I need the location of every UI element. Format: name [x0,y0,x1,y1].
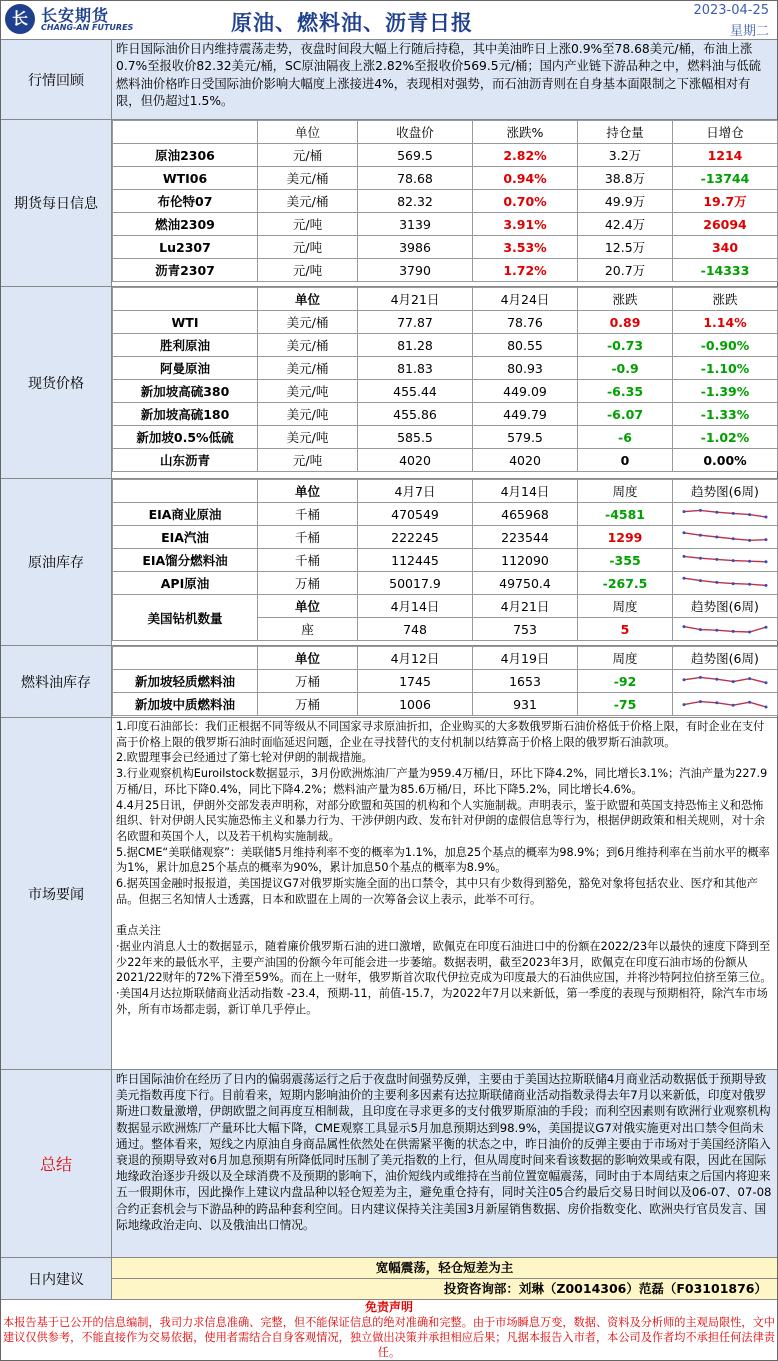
rig-header-row [113,595,778,618]
crude-header-cell [113,480,258,503]
value-week2: 112090 [473,549,578,572]
spot-header-cell [113,288,258,311]
daily-increase: -14333 [673,259,778,282]
daily-increase: 19.7万 [673,190,778,213]
unit: 万桶 [258,693,358,716]
price-day2: 579.5 [473,426,578,449]
price-day2: 4020 [473,449,578,472]
spot-name: 新加坡0.5%低硫 [113,426,258,449]
value-week1: 1745 [358,670,473,693]
crude-inventory-table [112,479,778,641]
trend-point [699,534,702,537]
trend-point [715,536,718,539]
price-day1: 4020 [358,449,473,472]
fuel-inventory-table [112,646,778,716]
unit: 万桶 [258,670,358,693]
trend-point [732,559,735,562]
inventory-name: EIA商业原油 [113,503,258,526]
spot-name: WTI [113,311,258,334]
unit: 美元/桶 [258,334,358,357]
unit: 美元/桶 [258,167,358,190]
report-weekday: 星期二 [729,24,769,39]
fuel-header-cell: 趋势图(6周) [673,647,778,670]
close-price: 78.68 [358,167,473,190]
inventory-name: 新加坡轻质燃料油 [113,670,258,693]
open-interest: 20.7万 [578,259,673,282]
rig-header-cell: 周度 [578,595,673,618]
trend-sparkline [680,552,770,568]
price-day2: 80.93 [473,357,578,380]
futures-label: 期货每日信息 [1,120,112,286]
fuel-header-cell: 周度 [578,647,673,670]
spot-header-cell: 4月21日 [358,288,473,311]
value-week1: 470549 [358,503,473,526]
value-week2: 49750.4 [473,572,578,595]
fuel-inventory-section [1,646,777,718]
futures-section [1,120,777,287]
futures-header-cell: 收盘价 [358,121,473,144]
value-week1: 50017.9 [358,572,473,595]
trend-point [765,560,768,563]
trend-point [748,701,751,704]
trend-point [765,706,768,709]
change-pct: 0.70% [473,190,578,213]
trend-point [683,678,686,681]
spot-row [113,334,778,357]
trend-point [699,676,702,679]
spot-name: 阿曼原油 [113,357,258,380]
unit: 美元/桶 [258,190,358,213]
close-price: 569.5 [358,144,473,167]
fuel-header-cell: 4月12日 [358,647,473,670]
crude-inventory-row [113,503,778,526]
open-interest: 3.2万 [578,144,673,167]
trend-line [684,533,766,541]
market-review-label: 行情回顾 [1,40,112,119]
change-pct: -1.33% [673,403,778,426]
unit: 元/吨 [258,236,358,259]
trend-line [684,556,766,561]
crude-header-cell: 4月14日 [473,480,578,503]
report-date: 2023-04-25 [693,3,769,18]
spot-row [113,311,778,334]
trend-point [765,516,768,519]
company-name-cn: 长安期货 [41,6,110,25]
change: -6 [578,426,673,449]
trend-point [765,681,768,684]
news-item: 5.据CME“美联储观察”：美联储5月维持利率不变的概率为1.1%，加息25个基点的概率为98.9%；到6月维持利率在当前水平的概率为1%，累计加息25个基点的概率为90%，累计加息50个基点的概率为8.9%。 [116,845,770,875]
rig-header-cell: 趋势图(6周) [673,595,778,618]
weekly-change: 5 [578,618,673,641]
trend-cell [673,572,778,595]
company-name-en: CHANG-AN FUTURES [41,23,134,32]
trend-point [699,628,702,631]
inventory-name: API原油 [113,572,258,595]
trend-line [684,578,766,585]
spot-header-cell: 4月24日 [473,288,578,311]
weekly-change: 1299 [578,526,673,549]
futures-header-cell: 单位 [258,121,358,144]
crude-header-row [113,480,778,503]
market-news-section [1,718,777,1070]
fuel-header-cell: 单位 [258,647,358,670]
value-week2: 931 [473,693,578,716]
spot-row [113,380,778,403]
crude-header-cell: 周度 [578,480,673,503]
news-item: ·据业内消息人士的数据显示，随着廉价俄罗斯石油的进口激增，欧佩克在印度石油进口中的份额在2022/23年以最快的速度下降到至少22年来的最低水平，主要产油国的份额今年可能会进一步萎缩。数据表明，截至2023年3月，欧佩克在印度石油市场的份额从2021/22财年的72%下滑至59%。而在上一财年，俄罗斯首次取代伊拉克成为印度最大的石油供应国，并将沙特阿拉伯挤至第三位。 [116,939,772,985]
futures-header-row [113,121,778,144]
trend-point [683,577,686,580]
value-week2: 223544 [473,526,578,549]
trend-point [699,700,702,703]
trend-point [732,537,735,540]
fuel-header-cell: 4月19日 [473,647,578,670]
value-week2: 1653 [473,670,578,693]
price-day2: 80.55 [473,334,578,357]
summary-text: 昨日国际油价在经历了日内的偏弱震荡运行之后于夜盘时间强势反弹，主要由于美国达拉斯联储4月商业活动数据低于预期导致美元指数再度下行。目前看来，短期内影响油价的主要利多因素有达拉斯联储商业活动指数录得去年7月以来新低，印度对俄罗斯进口数量激增，伊朗欧盟之间再度互相制裁，且印度在寻求更多的支付俄罗斯原油的手段；而利空因素则有欧洲行业观察机构数据显示欧洲炼厂产量环比大幅下降，CME观察工具显示5月加息预期达到98.9%，美国提议G7对俄实施更对出口禁令但尚未通过。整体看来，短线之内原油自身商品属性依然处在供需紧平衡的状态之中，昨日油价的反弹主要由于市场对于美国经济陷入衰退的预期导致对6月加息预期有所降低同时压制了美元指数的上行，但从周度时间来看该数据的影响效果或有限，因此在国际地缘政治逐步升级以及全球消费不及预期的影响下，油价短线内或维持在当前位置宽幅震荡，同时由于本周结束之后国内将迎来五一假期休市，因此操作上建议内盘品种以轻仓短差为主，避免重仓持有，同时关注05合约最后交易日时间以及06-07、07-08合约正套机会与下游品种的跨品种套利空间。日内建议保持关注美国3月新屋销售数据、房价指数变化、欧洲央行官员发言、国际地缘政治走向、以及俄油出口情况。 [112,1070,777,1234]
trend-line [684,702,766,707]
trend-point [748,560,751,563]
change-pct: -1.39% [673,380,778,403]
spot-header-cell: 单位 [258,288,358,311]
futures-row [113,236,778,259]
futures-header-cell: 持仓量 [578,121,673,144]
market-news-list [112,718,777,1018]
futures-table [112,120,778,282]
price-day2: 78.76 [473,311,578,334]
weekly-change: -355 [578,549,673,572]
trend-point [699,509,702,512]
crude-inventory-section [1,479,777,646]
contract-name: 燃油2309 [113,213,258,236]
trend-line [684,627,766,632]
trend-sparkline [680,575,770,591]
price-day1: 81.83 [358,357,473,380]
unit: 元/吨 [258,213,358,236]
change: -0.9 [578,357,673,380]
advice-label: 日内建议 [1,1258,112,1299]
unit: 元/桶 [258,144,358,167]
crude-header-cell: 单位 [258,480,358,503]
weekly-change: -75 [578,693,673,716]
change-pct: 1.72% [473,259,578,282]
spot-row [113,357,778,380]
open-interest: 42.4万 [578,213,673,236]
price-day1: 77.87 [358,311,473,334]
trend-point [683,531,686,534]
spot-header-row [113,288,778,311]
spot-name: 胜利原油 [113,334,258,357]
weekly-change: -4581 [578,503,673,526]
unit: 美元/桶 [258,311,358,334]
price-day1: 585.5 [358,426,473,449]
crude-inventory-row [113,549,778,572]
crude-inventory-row [113,526,778,549]
futures-header-cell: 日增仓 [673,121,778,144]
change: 0.89 [578,311,673,334]
trend-sparkline [680,621,770,637]
news-item: 重点关注 [116,924,161,938]
spot-table [112,287,778,472]
price-day2: 449.79 [473,403,578,426]
trend-point [732,512,735,515]
crude-inventory-label: 原油库存 [1,479,112,645]
trend-point [732,630,735,633]
value-week1: 112445 [358,549,473,572]
value-week2: 753 [473,618,578,641]
price-day1: 81.28 [358,334,473,357]
close-price: 3790 [358,259,473,282]
change-pct: 3.91% [473,213,578,236]
contract-name: WTI06 [113,167,258,190]
weekly-change: -92 [578,670,673,693]
trend-cell [673,549,778,572]
disclaimer-title: 免责声明 [364,1300,413,1314]
trend-point [748,677,751,680]
change-pct: -0.90% [673,334,778,357]
trend-point [699,579,702,582]
trend-point [748,583,751,586]
futures-row [113,190,778,213]
news-item [116,907,773,923]
change-pct: 0.00% [673,449,778,472]
rig-header-cell: 4月14日 [358,595,473,618]
trend-sparkline [680,673,770,689]
market-review-section [1,40,777,120]
trend-point [683,510,686,513]
advice-text: 宽幅震荡，轻仓短差为主 [112,1258,777,1279]
close-price: 82.32 [358,190,473,213]
trend-point [683,555,686,558]
unit: 美元/吨 [258,380,358,403]
spot-name: 新加坡高硫180 [113,403,258,426]
news-item: 3.行业观察机构Euroilstock数据显示，3月份欧洲炼油厂产量为959.4万桶/日，环比下降4.2%，同比增长3.1%；汽油产量为227.9万桶/日，环比下降0.4%，同比下降4.2%；燃料油产量为85.6万桶/日，环比下降5.2%，同比增长4.6%。 [116,767,768,796]
open-interest: 49.9万 [578,190,673,213]
contract-name: 原油2306 [113,144,258,167]
trend-cell [673,618,778,641]
trend-point [748,513,751,516]
market-news-label: 市场要闻 [1,718,112,1069]
trend-sparkline [680,529,770,545]
open-interest: 38.8万 [578,167,673,190]
unit: 千桶 [258,526,358,549]
daily-increase: 340 [673,236,778,259]
unit: 万桶 [258,572,358,595]
trend-cell [673,693,778,716]
crude-inventory-row [113,572,778,595]
futures-row [113,259,778,282]
trend-point [732,704,735,707]
news-item: 4.4月25日讯，伊朗外交部发表声明称，对部分欧盟和英国的机构和个人实施制裁。声明表示，鉴于欧盟和英国支持恐怖主义和恐怖组织、针对伊朗人民实施恐怖主义和暴力行为、干涉伊朗内政、发布针对伊朗的虚假信息等行为，根据伊朗政策和相关规则，对十余名欧盟和英国个人，以及若干机构实施制裁。 [116,798,765,843]
trend-point [715,581,718,584]
trend-point [748,631,751,634]
unit: 千桶 [258,549,358,572]
change: -6.35 [578,380,673,403]
value-week1: 222245 [358,526,473,549]
value-week1: 748 [358,618,473,641]
rig-count-name: 美国钻机数量 [113,595,258,641]
spot-row [113,403,778,426]
trend-point [683,625,686,628]
unit: 千桶 [258,503,358,526]
market-review-text: 昨日国际油价日内维持震荡走势，夜盘时间段大幅上行随后持稳，其中美油昨日上涨0.9%至78.68美元/桶，布油上涨0.7%至报收价82.32美元/桶，SC原油隔夜上涨2.82%至报收价569.5元/桶；国内产业链下游品种之中，燃料油与低硫燃料油价格昨日受国际油价影响大幅度上涨接进4%，表现相对强势，而石油沥青则在自身基本面限制之下涨幅相对有限，但仍超过1.5%。 [112,40,777,111]
spot-header-cell: 涨跌 [578,288,673,311]
change: 0 [578,449,673,472]
daily-increase: 1214 [673,144,778,167]
fuel-header-row [113,647,778,670]
change-pct: 3.53% [473,236,578,259]
disclaimer [1,1300,777,1360]
change-pct: 0.94% [473,167,578,190]
inventory-name: EIA馏分燃料油 [113,549,258,572]
futures-row [113,167,778,190]
spot-name: 新加坡高硫380 [113,380,258,403]
advice-section [1,1258,777,1300]
fuel-inventory-row [113,693,778,716]
trend-point [715,558,718,561]
trend-point [748,539,751,542]
trend-cell [673,670,778,693]
change-pct: -1.02% [673,426,778,449]
trend-point [715,629,718,632]
trend-point [732,582,735,585]
inventory-name: EIA汽油 [113,526,258,549]
unit: 元/吨 [258,259,358,282]
spot-label: 现货价格 [1,287,112,478]
daily-increase: 26094 [673,213,778,236]
change: -6.07 [578,403,673,426]
crude-header-cell: 4月7日 [358,480,473,503]
trend-sparkline [680,506,770,522]
spot-name: 山东沥青 [113,449,258,472]
weekly-change: -267.5 [578,572,673,595]
contract-name: Lu2307 [113,236,258,259]
news-item: 6.据英国金融时报报道，美国提议G7对俄罗斯实施全面的出口禁令，其中只有少数得到豁免，豁免对象将包括农业、医疗和其他产品。但据三名知情人士透露，日本和欧盟在上周的一次筹备会议上表示，此举不可行。 [116,877,758,906]
unit: 元/吨 [258,449,358,472]
trend-point [683,703,686,706]
close-price: 3139 [358,213,473,236]
futures-header-cell [113,121,258,144]
change-pct: -1.10% [673,357,778,380]
spot-row [113,449,778,472]
trend-point [715,701,718,704]
trend-line [684,510,766,517]
spot-header-cell: 涨跌 [673,288,778,311]
trend-cell [673,526,778,549]
unit: 美元/桶 [258,357,358,380]
fuel-header-cell [113,647,258,670]
trend-point [732,680,735,683]
trend-point [715,511,718,514]
crude-header-cell: 趋势图(6周) [673,480,778,503]
contract-name: 布伦特07 [113,190,258,213]
unit: 美元/吨 [258,403,358,426]
summary-section [1,1070,777,1258]
trend-point [715,678,718,681]
price-day1: 455.86 [358,403,473,426]
trend-line [684,677,766,682]
unit: 美元/吨 [258,426,358,449]
fuel-inventory-label: 燃料油库存 [1,646,112,717]
change-pct: 2.82% [473,144,578,167]
futures-header-cell: 涨跌% [473,121,578,144]
price-day2: 449.09 [473,380,578,403]
change: -0.73 [578,334,673,357]
value-week1: 1006 [358,693,473,716]
price-day1: 455.44 [358,380,473,403]
futures-row [113,213,778,236]
value-week2: 465968 [473,503,578,526]
change-pct: 1.14% [673,311,778,334]
news-item: 1.印度石油部长：我们正根据不同等级从不同国家寻求原油折扣，企业购买的大多数俄罗斯石油价格低于价格上限，有时企业在支付高于价格上限的俄罗斯石油时面临延迟问题，企业在寻找替代的支付机制以结算高于价格上限的俄罗斯石油款项。 [116,720,765,749]
inventory-name: 新加坡中质燃料油 [113,693,258,716]
spot-section [1,287,777,479]
daily-increase: -13744 [673,167,778,190]
news-item: ·美国4月达拉斯联储商业活动指数 -23.4，预期-11，前值-15.7，为2022年7月以来新低，第一季度的表现与预期相符，除汽车市场外，所有市场都走弱，新订单几乎停止。 [116,986,768,1016]
report-header [1,1,777,40]
trend-point [699,557,702,560]
trend-sparkline [680,696,770,712]
contract-name: 沥青2307 [113,259,258,282]
unit: 座 [258,618,358,641]
spot-row [113,426,778,449]
rig-header-cell: 单位 [258,595,358,618]
trend-point [765,584,768,587]
futures-row [113,144,778,167]
fuel-inventory-row [113,670,778,693]
company-logo-icon: 长 [5,4,35,34]
news-item: 2.欧盟理事会已经通过了第七轮对伊朗的制裁措施。 [116,751,373,765]
report-title: 原油、燃料油、沥青日报 [231,11,473,35]
open-interest: 12.5万 [578,236,673,259]
trend-point [765,538,768,541]
trend-point [765,626,768,629]
summary-label: 总结 [1,1070,112,1257]
trend-cell [673,503,778,526]
disclaimer-text: 本报告基于已公开的信息编制，我司力求信息准确、完整，但不能保证信息的绝对准确和完整。由于市场瞬息万变，数据、资料及分析师的主观局限性，文中建议仅供参考，不能直接作为交易依据，使用者需结合自身客观情况，独立做出决策并承担相应后果；凡据本报告入市者，本公司及作者均不承担任何法律责任。 [3,1316,775,1359]
close-price: 3986 [358,236,473,259]
rig-header-cell: 4月21日 [473,595,578,618]
advisor-credit: 投资咨询部：刘琳（Z0014306）范磊（F03101876） [112,1279,777,1299]
